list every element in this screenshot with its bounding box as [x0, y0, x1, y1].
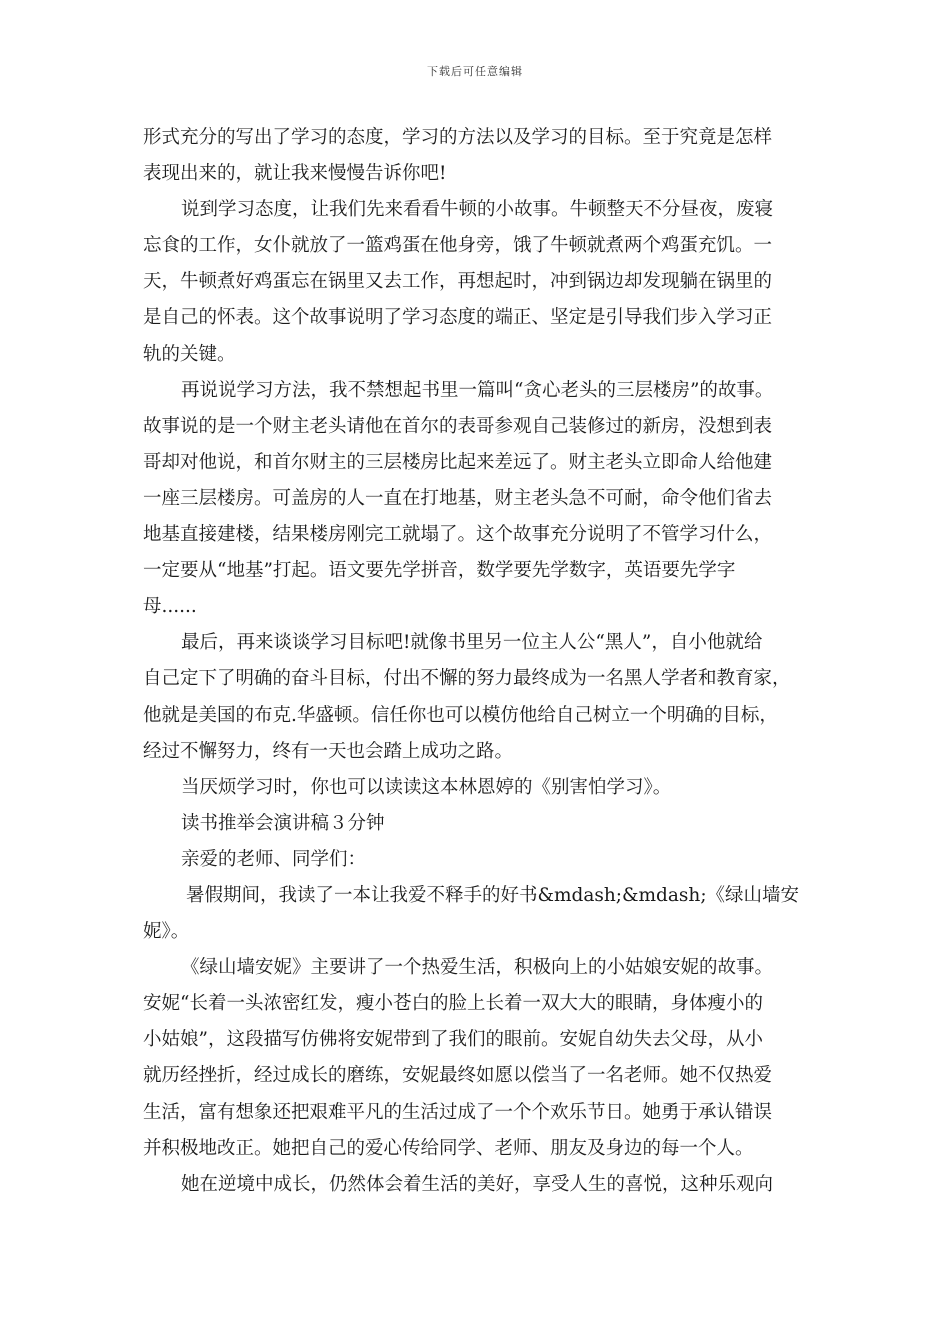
paragraph-first-line: 暑假期间，我读了一本让我爱不释手的好书&mdash;&mdash;《绿山墙安: [186, 884, 800, 906]
text-line: 小姑娘”，这段描写仿佛将安妮带到了我们的眼前。安妮自幼失去父母，从小: [143, 1029, 763, 1051]
page-header: 下载后可任意编辑: [427, 65, 523, 78]
text-line: 故事说的是一个财主老头请他在首尔的表哥参观自己装修过的新房，没想到表: [143, 415, 773, 437]
text-line: 是自己的怀表。这个故事说明了学习态度的端正、坚定是引导我们步入学习正: [143, 307, 773, 329]
text-line: 一定要从“地基”打起。语文要先学拼音，数学要先学数字，英语要先学字: [143, 560, 736, 582]
text-line: 自己定下了明确的奋斗目标，付出不懈的努力最终成为一名黑人学者和教育家，: [143, 668, 791, 690]
paragraph-first-line: 她在逆境中成长，仍然体会着生活的美好，享受人生的喜悦，这种乐观向: [181, 1173, 774, 1195]
text-line: 他就是美国的布克.华盛顿。信任你也可以模仿他给自己树立一个明确的目标，: [143, 704, 778, 726]
text-line: 忘食的工作，女仆就放了一篮鸡蛋在他身旁，饿了牛顿就煮两个鸡蛋充饥。一: [143, 235, 773, 257]
salutation: 亲爱的老师、同学们：: [181, 848, 367, 870]
text-line: 哥却对他说，和首尔财主的三层楼房比起来差远了。财主老头立即命人给他建: [143, 451, 773, 473]
paragraph-first-line: 《绿山墙安妮》主要讲了一个热爱生活，积极向上的小姑娘安妮的故事。: [181, 957, 774, 979]
text-line: 生活，富有想象还把艰难平凡的生活过成了一个个欢乐节日。她勇于承认错误: [143, 1101, 773, 1123]
text-line: 并积极地改正。她把自己的爱心传给同学、老师、朋友及身边的每一个人。: [143, 1137, 754, 1159]
text-line: 经过不懈努力，终有一天也会踏上成功之路。: [143, 740, 514, 762]
text-line: 天，牛顿煮好鸡蛋忘在锅里又去工作，再想起时，冲到锅边却发现躺在锅里的: [143, 271, 773, 293]
paragraph-first-line: 最后，再来谈谈学习目标吧!就像书里另一位主人公“黑人”，自小他就给: [181, 632, 763, 654]
text-line: 形式充分的写出了学习的态度，学习的方法以及学习的目标。至于究竟是怎样: [143, 127, 773, 148]
document-body: [143, 120, 823, 1203]
text-line: 地基直接建楼，结果楼房刚完工就塌了。这个故事充分说明了不管学习什么，: [143, 524, 773, 546]
text-line: 轨的关键。: [143, 343, 236, 365]
speech-title: 读书推举会演讲稿３分钟: [181, 812, 385, 834]
text-line: 安妮“长着一头浓密红发，瘦小苍白的脸上长着一双大大的眼睛，身体瘦小的: [143, 993, 763, 1015]
paragraph-first-line: 说到学习态度，让我们先来看看牛顿的小故事。牛顿整天不分昼夜，废寝: [181, 199, 774, 221]
text-line: 就历经挫折，经过成长的磨练，安妮最终如愿以偿当了一名老师。她不仅热爱: [143, 1065, 773, 1087]
paragraph-first-line: 再说说学习方法，我不禁想起书里一篇叫“贪心老头的三层楼房”的故事。: [181, 379, 774, 401]
paragraph-first-line: 当厌烦学习时，你也可以读读这本林恩婷的《别害怕学习》。: [181, 776, 672, 798]
text-line: 一座三层楼房。可盖房的人一直在打地基，财主老头急不可耐，命令他们省去: [143, 487, 773, 509]
text-line: 表现出来的，就让我来慢慢告诉你吧!: [143, 163, 447, 185]
text-line: 妮》。: [143, 921, 190, 943]
text-line: 母......: [143, 596, 197, 618]
